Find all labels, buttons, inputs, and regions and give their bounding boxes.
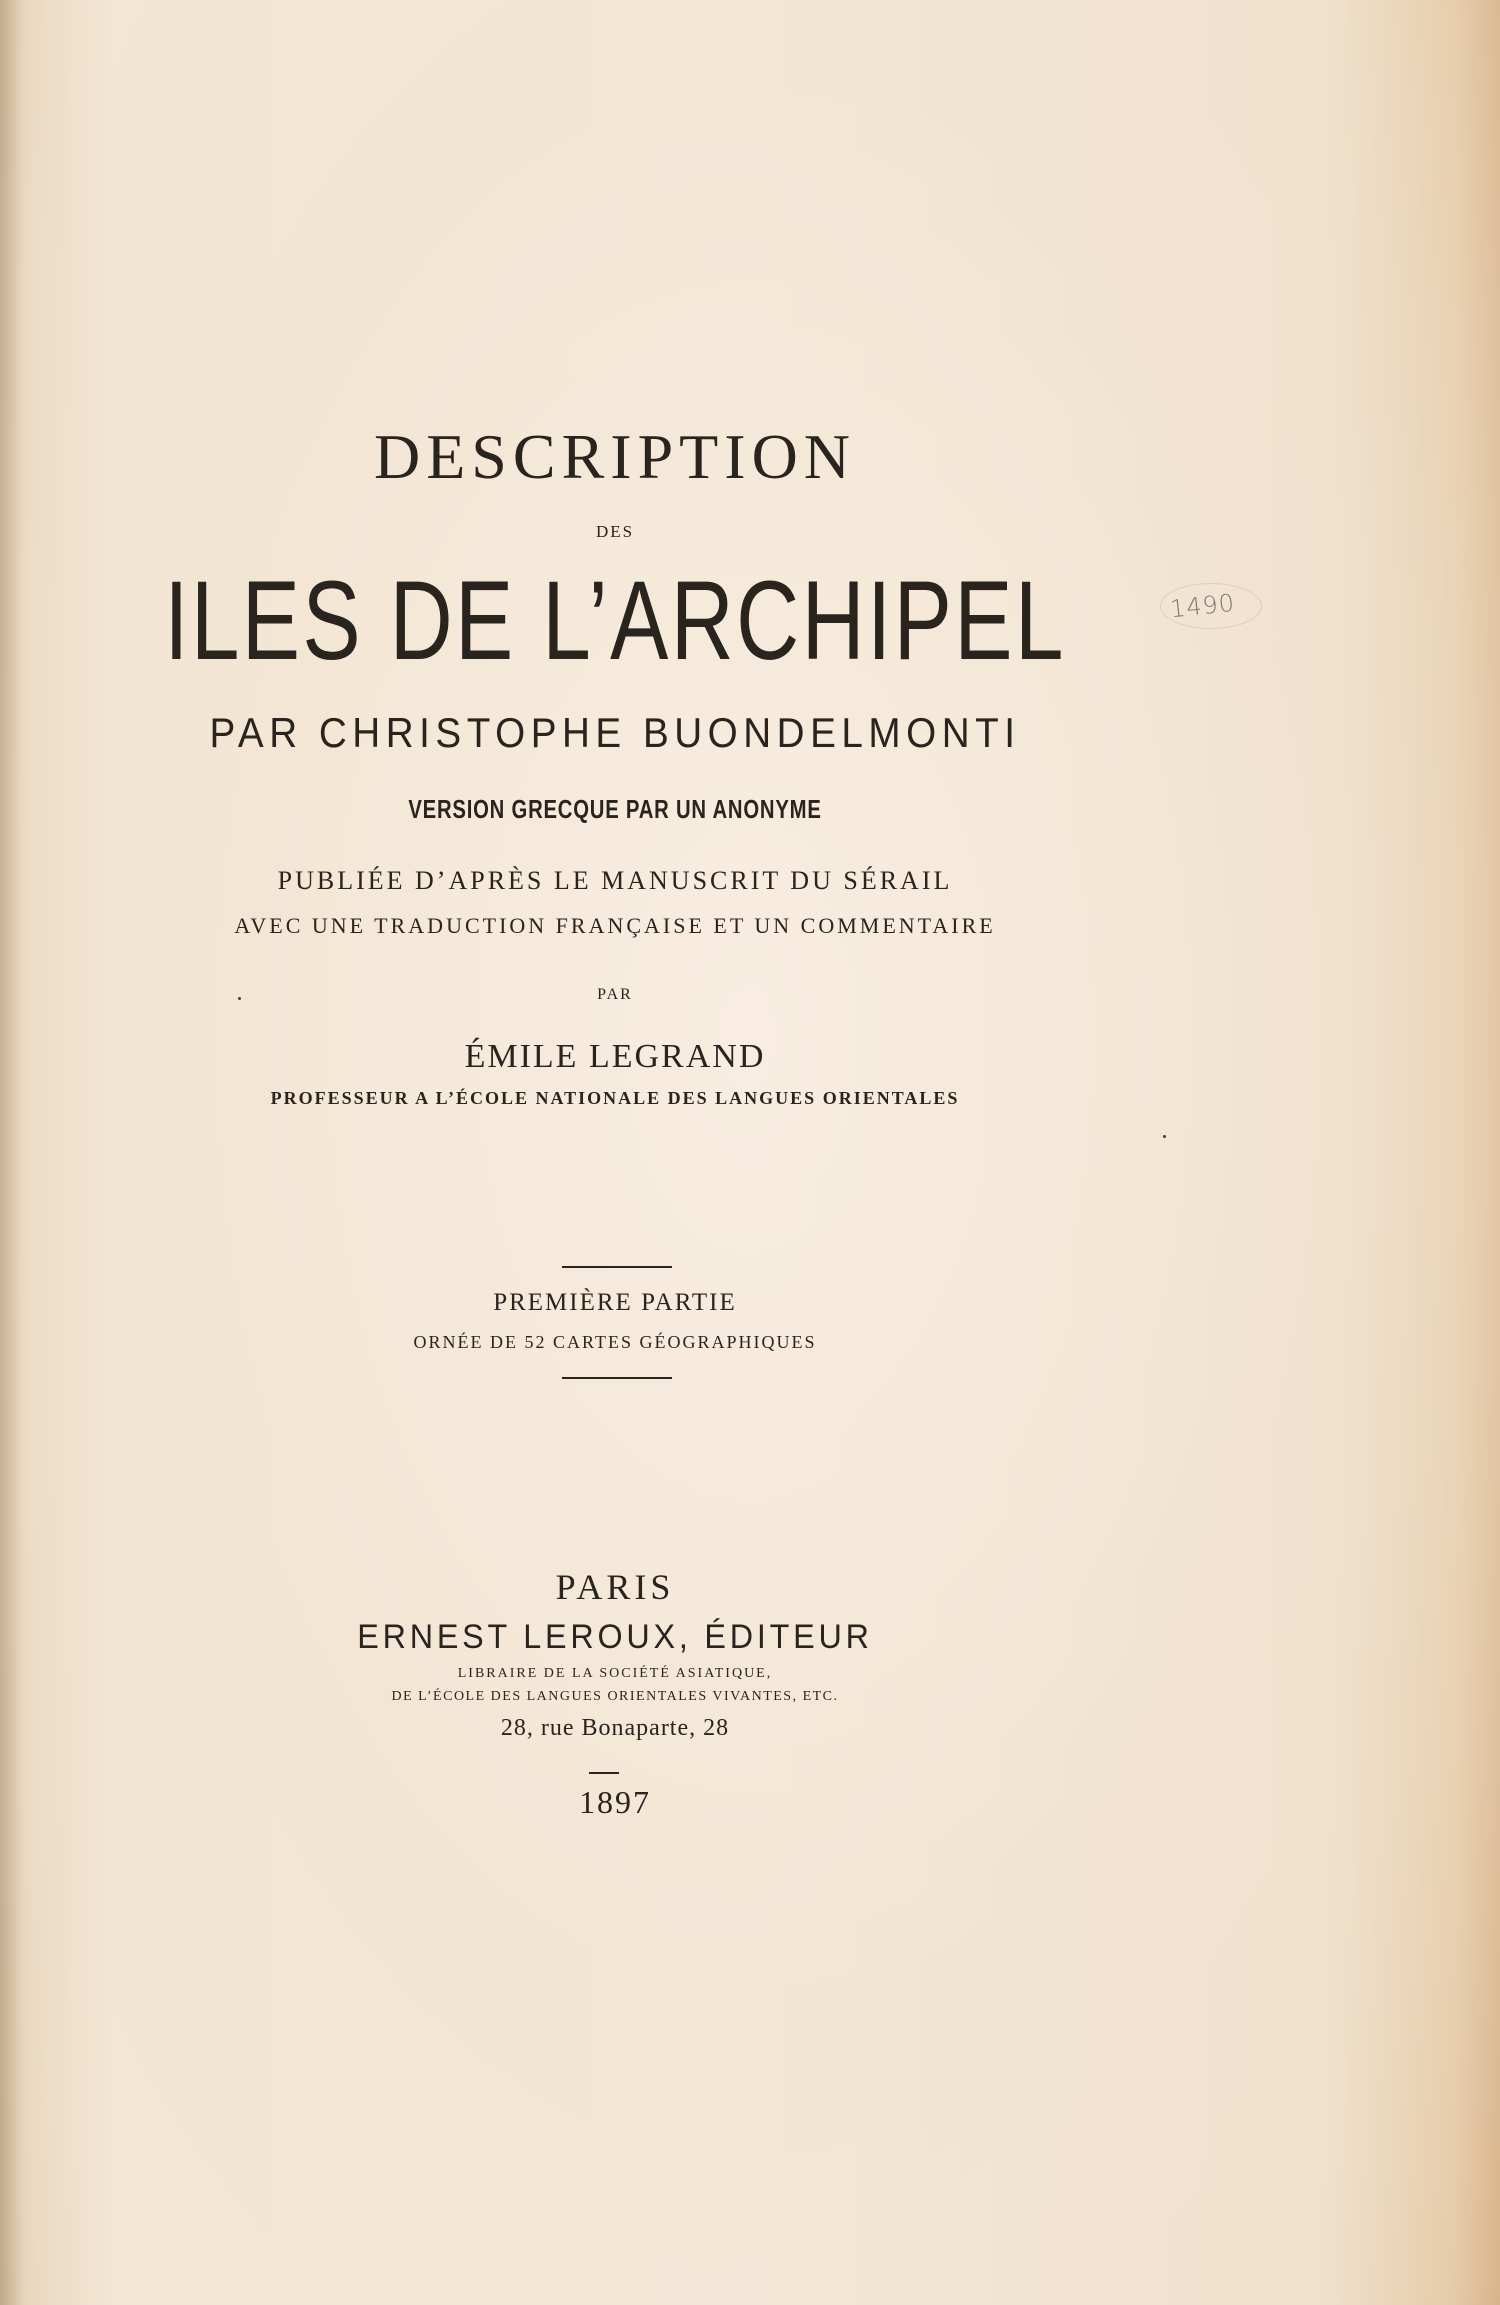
divider-top — [562, 1266, 672, 1268]
pencil-margin-note: 1490 — [1168, 588, 1237, 624]
title-des: DES — [595, 522, 635, 541]
imprint-publisher: ERNEST LEROUX, ÉDITEUR — [357, 1618, 873, 1656]
imprint-year: 1897 — [579, 1784, 651, 1820]
editor-title: PROFESSEUR A L’ÉCOLE NATIONALE DES LANGUES ORIENTALES — [270, 1088, 960, 1108]
title-description: DESCRIPTION — [373, 421, 857, 492]
imprint-ecole: DE L’ÉCOLE DES LANGUES ORIENTALES VIVANTES, ETC. — [391, 1689, 839, 1704]
divider-bottom — [562, 1377, 672, 1379]
imprint-city: PARIS — [555, 1567, 675, 1607]
page-edge-shadow — [0, 0, 22, 2305]
year-divider — [589, 1772, 619, 1774]
title-iles-de-l-archipel: ILES DE L’ARCHIPEL — [164, 558, 1066, 683]
part-detail: ORNÉE DE 52 CARTES GÉOGRAPHIQUES — [413, 1332, 817, 1352]
paper-speck — [1163, 1135, 1166, 1138]
part-name: PREMIÈRE PARTIE — [493, 1289, 737, 1316]
editor-name: ÉMILE LEGRAND — [464, 1038, 766, 1075]
paper-speck — [238, 997, 241, 1000]
imprint-address: 28, rue Bonaparte, 28 — [500, 1715, 730, 1741]
published-line-2: AVEC UNE TRADUCTION FRANÇAISE ET UN COMMENTAIRE — [234, 913, 996, 938]
imprint-libraire: LIBRAIRE DE LA SOCIÉTÉ ASIATIQUE, — [457, 1666, 773, 1681]
published-line-1: PUBLIÉE D’APRÈS LE MANUSCRIT DU SÉRAIL — [277, 866, 953, 895]
par-label: PAR — [597, 986, 633, 1003]
author-line: PAR CHRISTOPHE BUONDELMONTI — [209, 709, 1021, 756]
version-line: VERSION GRECQUE PAR UN ANONYME — [408, 794, 822, 824]
